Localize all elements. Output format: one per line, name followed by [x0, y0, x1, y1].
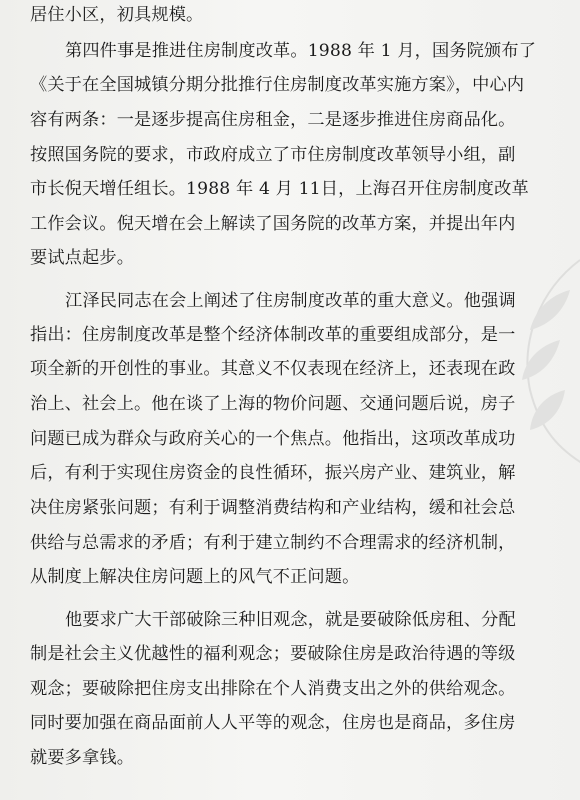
text-line-14: 后，有利于实现住房资金的良性循环，振兴房产业、建筑业，解	[30, 463, 516, 483]
text-line-8: 要试点起步。	[30, 248, 135, 268]
text-line-21: 同时要加强在商品面前人人平等的观念，住房也是商品，多住房	[30, 713, 516, 733]
paragraph-3-line-1: 江泽民同志在会上阐述了住房制度改革的重大意义。他强调	[65, 291, 516, 311]
text-line-22: 就要多拿钱。	[30, 748, 135, 768]
paragraph-2-line-1: 第四件事是推进住房制度改革。1988 年 1 月，国务院颁布了	[65, 41, 537, 61]
text-line-10: 指出：住房制度改革是整个经济体制改革的重要组成部分，是一	[30, 325, 516, 345]
text-line-7: 工作会议。倪天增在会上解读了国务院的改革方案，并提出年内	[30, 214, 516, 234]
text-line-11: 项全新的开创性的事业。其意义不仅表现在经济上，还表现在政	[30, 359, 516, 379]
text-line-1: 居住小区，初具规模。	[30, 5, 204, 25]
text-line-12: 治上、社会上。他在谈了上海的物价问题、交通问题后说，房子	[30, 394, 516, 414]
text-line-6: 市长倪天增任组长。1988 年 4 月 11日，上海召开住房制度改革	[30, 179, 529, 199]
text-line-5: 按照国务院的要求，市政府成立了市住房制度改革领导小组，副	[30, 145, 516, 165]
text-line-4: 容有两条：一是逐步提高住房租金，二是逐步推进住房商品化。	[30, 110, 516, 130]
text-line-17: 从制度上解决住房问题上的风气不正问题。	[30, 567, 360, 587]
paragraph-4-line-1: 他要求广大干部破除三种旧观念，就是要破除低房租、分配	[65, 610, 516, 630]
text-line-16: 供给与总需求的矛盾；有利于建立制约不合理需求的经济机制，	[30, 533, 516, 553]
text-line-13: 问题已成为群众与政府关心的一个焦点。他指出，这项改革成功	[30, 429, 516, 449]
text-line-20: 观念；要破除把住房支出排除在个人消费支出之外的供给观念。	[30, 679, 516, 699]
text-line-15: 决住房紧张问题；有利于调整消费结构和产业结构，缓和社会总	[30, 498, 516, 518]
text-line-19: 制是社会主义优越性的福利观念；要破除住房是政治待遇的等级	[30, 644, 516, 664]
text-line-3: 《关于在全国城镇分期分批推行住房制度改革实施方案》，中心内	[30, 75, 525, 95]
